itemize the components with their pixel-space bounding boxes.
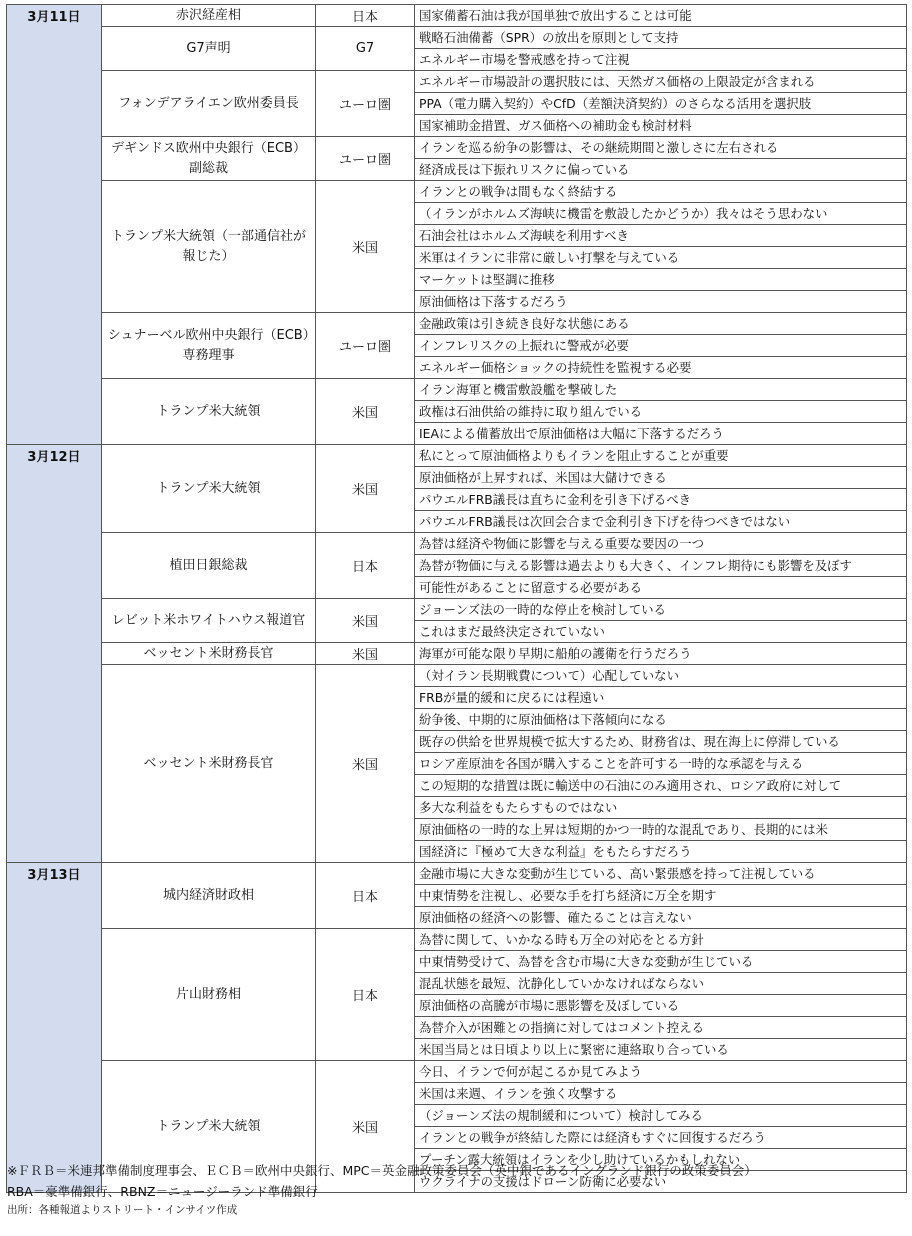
statement-line: 原油価格の高騰が市場に悪影響を及ぼしている	[415, 994, 906, 1016]
region-cell: 米国	[316, 643, 415, 665]
table-row	[7, 599, 907, 643]
statement-line: 米国は来週、イランを強く攻撃する	[415, 1082, 906, 1104]
date-cell: 3月13日	[7, 863, 102, 1193]
statement-line: 中東情勢受けて、為替を含む市場に大きな変動が生じている	[415, 950, 906, 972]
statements-cell	[415, 445, 907, 533]
statement-line: エネルギー市場設計の選択肢には、天然ガス価格の上限設定が含まれる	[419, 74, 816, 89]
statements-cell	[415, 27, 907, 71]
statement-line: （対イラン長期戦費について）心配していない	[419, 668, 679, 683]
source-note: 出所：各種報道よりストリート・インサイツ作成	[7, 1204, 238, 1216]
table-row	[7, 445, 907, 533]
statement-line: 米国当局とは日頃より以上に緊密に連絡取り合っている	[415, 1038, 906, 1060]
table-row	[7, 71, 907, 137]
statement-line: エネルギー価格ショックの持続性を監視する必要	[415, 356, 906, 378]
table-row	[7, 533, 907, 599]
table-row	[7, 665, 907, 863]
speaker-cell: ベッセント米財務長官	[102, 665, 316, 863]
statements-cell	[415, 643, 907, 665]
statement-line: 政権は石油供給の維持に取り組んでいる	[415, 400, 906, 422]
speaker-cell: 片山財務相	[102, 929, 316, 1061]
speaker-cell: 赤沢経産相	[102, 5, 316, 27]
table-row	[7, 5, 907, 27]
statements-cell	[415, 313, 907, 379]
statement-line: 私にとって原油価格よりもイランを阻止することが重要	[419, 448, 729, 463]
statement-line: 金融政策は引き続き良好な状態にある	[419, 316, 630, 331]
region-cell: ユーロ圏	[316, 71, 415, 137]
region-cell: 米国	[316, 181, 415, 313]
statement-line: 混乱状態を最短、沈静化していかなければならない	[415, 972, 906, 994]
statements-table	[6, 4, 907, 1193]
abbreviation-note-1: ※ＦＲＢ＝米連邦準備制度理事会、ＥＣＢ＝欧州中央銀行、MPC＝英金融政策委員会（英中銀であるイングランド銀行の政策委員会）	[7, 1163, 757, 1178]
statement-line: 為替が物価に与える影響は過去よりも大きく、インフレ期待にも影響を及ぼす	[415, 554, 906, 576]
statement-line: IEAによる備蓄放出で原油価格は大幅に下落するだろう	[415, 422, 906, 444]
speaker-cell: トランプ米大統領	[102, 379, 316, 445]
region-cell: 米国	[316, 379, 415, 445]
region-cell: 米国	[316, 665, 415, 863]
statement-line: パウエルFRB議長は次回会合まで金利引き下げを待つべきではない	[415, 510, 906, 532]
statement-line: 米軍はイランに非常に厳しい打撃を与えている	[415, 246, 906, 268]
abbreviation-note-2: RBA＝豪準備銀行、RBNZ＝ニュージーランド準備銀行	[7, 1184, 318, 1199]
table-row	[7, 313, 907, 379]
speaker-cell: 植田日銀総裁	[102, 533, 316, 599]
speaker-cell: トランプ米大統領	[102, 445, 316, 533]
statement-line: 金融市場に大きな変動が生じている、高い緊張感を持って注視している	[419, 866, 816, 881]
speaker-cell: フォンデアライエン欧州委員長	[102, 71, 316, 137]
speaker-cell: トランプ米大統領	[102, 1061, 316, 1193]
statement-line: 原油価格の一時的な上昇は短期的かつ一時的な混乱であり、長期的には米	[415, 818, 906, 840]
statements-cell	[415, 533, 907, 599]
table-row	[7, 27, 907, 71]
region-cell: 日本	[316, 929, 415, 1061]
statement-line: 可能性があることに留意する必要がある	[415, 576, 906, 598]
statement-line: 為替は経済や物価に影響を与える重要な要因の一つ	[419, 536, 704, 551]
statement-line: インフレリスクの上振れに警戒が必要	[415, 334, 906, 356]
statements-cell	[415, 137, 907, 181]
statement-line: 多大な利益をもたらすものではない	[415, 796, 906, 818]
statement-line: 国家補助金措置、ガス価格への補助金も検討材料	[415, 114, 906, 136]
region-cell: 日本	[316, 5, 415, 27]
table-row	[7, 181, 907, 313]
statement-line: 為替介入が困難との指摘に対してはコメント控える	[415, 1016, 906, 1038]
table-row	[7, 379, 907, 445]
statement-line: PPA（電力購入契約）やCfD（差額決済契約）のさらなる活用を選択肢	[415, 92, 906, 114]
speaker-cell: G7声明	[102, 27, 316, 71]
statements-table-body	[7, 5, 907, 1193]
speaker-cell: トランプ米大統領（一部通信社が報じた）	[102, 181, 316, 313]
statement-line: イランを巡る紛争の影響は、その継続期間と激しさに左右される	[419, 140, 779, 155]
statement-line: ジョーンズ法の一時的な停止を検討している	[419, 602, 666, 617]
statement-line: プーチン露大統領はイランを少し助けているかもしれない	[415, 1148, 906, 1170]
statements-cell	[415, 379, 907, 445]
date-cell: 3月12日	[7, 445, 102, 863]
statements-cell	[415, 5, 907, 27]
statements-cell	[415, 665, 907, 863]
statement-line: この短期的な措置は既に輸送中の石油にのみ適用され、ロシア政府に対して	[415, 774, 906, 796]
statement-line: ロシア産原油を各国が購入することを許可する一時的な承認を与える	[415, 752, 906, 774]
statement-line: 為替に関して、いかなる時も万全の対応をとる方針	[419, 932, 704, 947]
statement-line: 紛争後、中期的に原油価格は下落傾向になる	[415, 708, 906, 730]
statements-cell	[415, 181, 907, 313]
region-cell: 米国	[316, 1061, 415, 1193]
statement-line: 戦略石油備蓄（SPR）の放出を原則として支持	[419, 30, 679, 45]
statement-line: 中東情勢を注視し、必要な手を打ち経済に万全を期す	[415, 884, 906, 906]
region-cell: G7	[316, 27, 415, 71]
statements-cell	[415, 599, 907, 643]
speaker-cell: シュナーベル欧州中央銀行（ECB）専務理事	[102, 313, 316, 379]
statement-line: 国家備蓄石油は我が国単独で放出することは可能	[419, 8, 692, 23]
statement-line: 原油価格が上昇すれば、米国は大儲けできる	[415, 466, 906, 488]
region-cell: 日本	[316, 863, 415, 929]
statement-line: ウクライナの支援はドローン防衛に必要ない	[415, 1170, 906, 1192]
speaker-cell: デギンドス欧州中央銀行（ECB）副総裁	[102, 137, 316, 181]
statement-line: エネルギー市場を警戒感を持って注視	[415, 48, 906, 70]
statement-line: 経済成長は下振れリスクに偏っている	[415, 158, 906, 180]
speaker-cell: 城内経済財政相	[102, 863, 316, 929]
statement-line: 今日、イランで何が起こるか見てみよう	[419, 1064, 643, 1079]
statement-line: 国経済に『極めて大きな利益』をもたらすだろう	[415, 840, 906, 862]
region-cell: 米国	[316, 599, 415, 643]
region-cell: ユーロ圏	[316, 313, 415, 379]
statement-line: イランとの戦争は間もなく終結する	[419, 184, 618, 199]
statements-cell	[415, 71, 907, 137]
statements-cell	[415, 929, 907, 1061]
statement-line: 海軍が可能な限り早期に船舶の護衛を行うだろう	[419, 646, 692, 661]
statement-line: （イランがホルムズ海峡に機雷を敷設したかどうか）我々はそう思わない	[415, 202, 906, 224]
table-row	[7, 929, 907, 1061]
statement-line: これはまだ最終決定されていない	[415, 620, 906, 642]
table-row	[7, 137, 907, 181]
speaker-cell: ベッセント米財務長官	[102, 643, 316, 665]
statement-line: イラン海軍と機雷敷設艦を撃破した	[419, 382, 618, 397]
region-cell: ユーロ圏	[316, 137, 415, 181]
date-cell: 3月11日	[7, 5, 102, 445]
statement-line: 原油価格は下落するだろう	[415, 290, 906, 312]
statement-line: 石油会社はホルムズ海峡を利用すべき	[415, 224, 906, 246]
region-cell: 米国	[316, 445, 415, 533]
table-row	[7, 643, 907, 665]
region-cell: 日本	[316, 533, 415, 599]
statement-line: FRBが量的緩和に戻るには程遠い	[415, 686, 906, 708]
statement-line: 既存の供給を世界規模で拡大するため、財務省は、現在海上に停滞している	[415, 730, 906, 752]
statement-line: パウエルFRB議長は直ちに金利を引き下げるべき	[415, 488, 906, 510]
footnotes	[7, 1160, 907, 1218]
table-row	[7, 863, 907, 929]
statement-line: 原油価格の経済への影響、確たることは言えない	[415, 906, 906, 928]
statements-cell	[415, 863, 907, 929]
statement-line: （ジョーンズ法の規制緩和について）検討してみる	[415, 1104, 906, 1126]
speaker-cell: レビット米ホワイトハウス報道官	[102, 599, 316, 643]
statement-line: イランとの戦争が終結した際には経済もすぐに回復するだろう	[415, 1126, 906, 1148]
statement-line: マーケットは堅調に推移	[415, 268, 906, 290]
